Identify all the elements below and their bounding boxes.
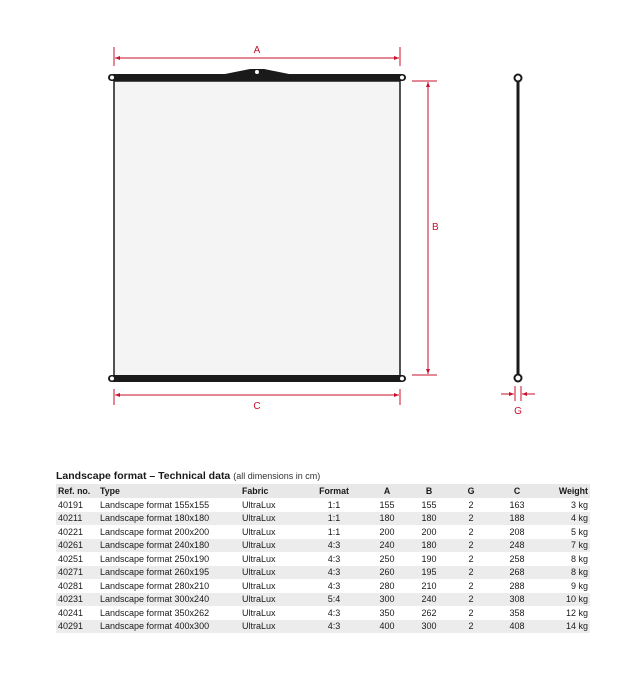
cell-ref: 40271 [56, 566, 98, 580]
cell-c: 408 [492, 620, 542, 634]
cell-c: 208 [492, 525, 542, 539]
cell-fabric: UltraLux [240, 606, 302, 620]
header-b: B [408, 484, 450, 498]
screen-surface [114, 81, 400, 376]
cell-b: 190 [408, 552, 450, 566]
cell-a: 200 [366, 525, 408, 539]
cell-type: Landscape format 300x240 [98, 593, 240, 607]
cell-c: 248 [492, 539, 542, 553]
top-roller [108, 69, 406, 81]
table-row [56, 593, 590, 607]
cell-a: 300 [366, 593, 408, 607]
cell-b: 180 [408, 512, 450, 526]
header-g: G [450, 484, 492, 498]
cell-weight: 12 kg [542, 606, 590, 620]
table-row [56, 620, 590, 634]
cell-format: 4:3 [302, 579, 366, 593]
cell-b: 262 [408, 606, 450, 620]
table-row [56, 525, 590, 539]
cell-g: 2 [450, 579, 492, 593]
cell-g: 2 [450, 593, 492, 607]
cell-fabric: UltraLux [240, 512, 302, 526]
cell-ref: 40261 [56, 539, 98, 553]
cell-c: 258 [492, 552, 542, 566]
technical-data-section [56, 470, 590, 633]
cell-fabric: UltraLux [240, 579, 302, 593]
cell-g: 2 [450, 566, 492, 580]
cell-g: 2 [450, 498, 492, 512]
cell-format: 1:1 [302, 512, 366, 526]
cell-weight: 9 kg [542, 579, 590, 593]
header-format: Format [302, 484, 366, 498]
cell-weight: 8 kg [542, 552, 590, 566]
header-type: Type [98, 484, 240, 498]
label-b: B [432, 222, 439, 233]
cell-type: Landscape format 250x190 [98, 552, 240, 566]
cell-ref: 40251 [56, 552, 98, 566]
cell-a: 280 [366, 579, 408, 593]
cell-a: 400 [366, 620, 408, 634]
cell-c: 308 [492, 593, 542, 607]
side-view [515, 75, 522, 382]
table-header-row [56, 484, 590, 498]
table-row [56, 579, 590, 593]
cell-ref: 40291 [56, 620, 98, 634]
cell-c: 288 [492, 579, 542, 593]
cell-g: 2 [450, 552, 492, 566]
cell-c: 268 [492, 566, 542, 580]
cell-b: 200 [408, 525, 450, 539]
label-c: C [253, 401, 261, 412]
cell-type: Landscape format 180x180 [98, 512, 240, 526]
cell-format: 5:4 [302, 593, 366, 607]
spec-title: Landscape format – Technical data [56, 470, 231, 482]
cell-type: Landscape format 200x200 [98, 525, 240, 539]
cell-ref: 40241 [56, 606, 98, 620]
dimension-b [412, 81, 439, 375]
cell-type: Landscape format 400x300 [98, 620, 240, 634]
header-c: C [492, 484, 542, 498]
cell-fabric: UltraLux [240, 525, 302, 539]
cell-g: 2 [450, 620, 492, 634]
cell-format: 4:3 [302, 566, 366, 580]
cell-a: 350 [366, 606, 408, 620]
header-fabric: Fabric [240, 484, 302, 498]
spec-title-line [56, 470, 590, 482]
cell-b: 300 [408, 620, 450, 634]
cell-fabric: UltraLux [240, 498, 302, 512]
cell-a: 240 [366, 539, 408, 553]
cell-ref: 40221 [56, 525, 98, 539]
cell-b: 155 [408, 498, 450, 512]
cell-format: 1:1 [302, 525, 366, 539]
cell-c: 188 [492, 512, 542, 526]
cell-weight: 10 kg [542, 593, 590, 607]
table-row [56, 512, 590, 526]
cell-ref: 40211 [56, 512, 98, 526]
cell-a: 180 [366, 512, 408, 526]
cell-format: 4:3 [302, 552, 366, 566]
header-weight: Weight [542, 484, 590, 498]
cell-a: 155 [366, 498, 408, 512]
cell-fabric: UltraLux [240, 539, 302, 553]
table-row [56, 606, 590, 620]
label-a: A [253, 45, 261, 56]
cell-fabric: UltraLux [240, 593, 302, 607]
cell-ref: 40231 [56, 593, 98, 607]
header-a: A [366, 484, 408, 498]
header-ref: Ref. no. [56, 484, 98, 498]
cell-b: 180 [408, 539, 450, 553]
dimension-c [114, 389, 400, 412]
cell-ref: 40281 [56, 579, 98, 593]
bottom-bar [108, 375, 406, 382]
cell-format: 4:3 [302, 620, 366, 634]
cell-a: 260 [366, 566, 408, 580]
cell-g: 2 [450, 512, 492, 526]
cell-type: Landscape format 155x155 [98, 498, 240, 512]
table-row [56, 552, 590, 566]
cell-type: Landscape format 350x262 [98, 606, 240, 620]
cell-c: 358 [492, 606, 542, 620]
dimension-a [114, 45, 400, 66]
table-row [56, 498, 590, 512]
cell-b: 240 [408, 593, 450, 607]
table-row [56, 539, 590, 553]
cell-fabric: UltraLux [240, 620, 302, 634]
cell-a: 250 [366, 552, 408, 566]
cell-format: 4:3 [302, 539, 366, 553]
cell-g: 2 [450, 539, 492, 553]
cell-weight: 3 kg [542, 498, 590, 512]
cell-weight: 14 kg [542, 620, 590, 634]
cell-ref: 40191 [56, 498, 98, 512]
table-row [56, 566, 590, 580]
cell-fabric: UltraLux [240, 566, 302, 580]
cell-weight: 5 kg [542, 525, 590, 539]
cell-fabric: UltraLux [240, 552, 302, 566]
technical-data-table [56, 484, 590, 633]
cell-g: 2 [450, 606, 492, 620]
dimension-g [501, 386, 535, 417]
cell-type: Landscape format 260x195 [98, 566, 240, 580]
cell-weight: 7 kg [542, 539, 590, 553]
spec-note: (all dimensions in cm) [233, 471, 321, 481]
cell-b: 210 [408, 579, 450, 593]
cell-c: 163 [492, 498, 542, 512]
cell-g: 2 [450, 525, 492, 539]
cell-b: 195 [408, 566, 450, 580]
cell-weight: 4 kg [542, 512, 590, 526]
cell-type: Landscape format 240x180 [98, 539, 240, 553]
cell-format: 1:1 [302, 498, 366, 512]
cell-format: 4:3 [302, 606, 366, 620]
cell-type: Landscape format 280x210 [98, 579, 240, 593]
label-g: G [514, 406, 522, 417]
cell-weight: 8 kg [542, 566, 590, 580]
